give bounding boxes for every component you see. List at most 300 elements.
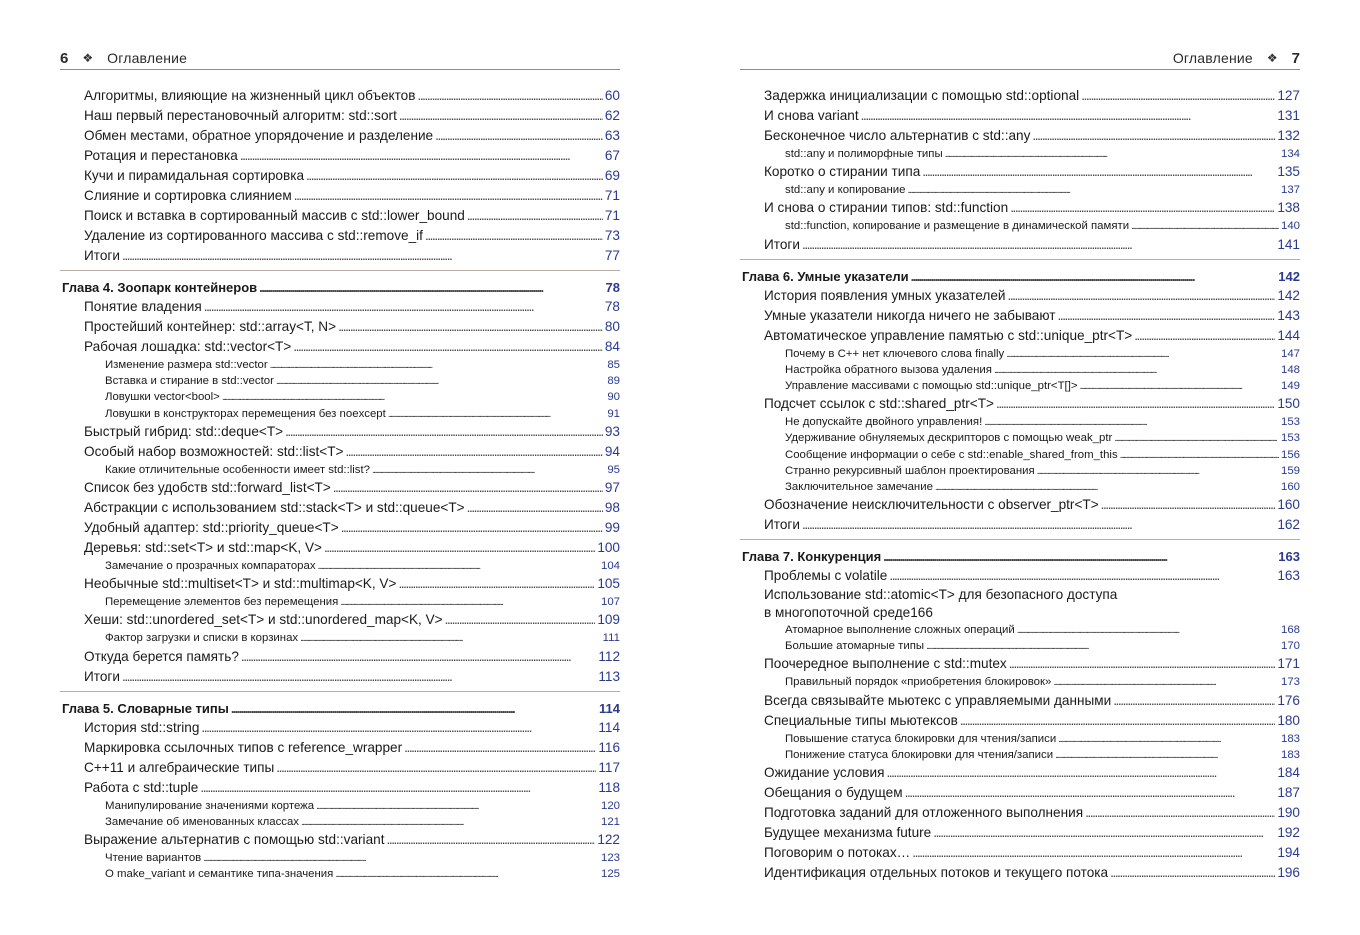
dot-leader — [922, 162, 1275, 182]
left-page-number: 6 — [60, 49, 69, 67]
dot-leader — [301, 814, 599, 831]
toc-entry-title: Поговорим о потоках… — [764, 845, 911, 860]
toc-section[interactable] — [60, 738, 620, 758]
toc-subsection[interactable] — [60, 389, 620, 405]
dot-leader — [122, 246, 603, 266]
toc-entry-title: Абстракции с использованием std::stack<T> и std::queue<T> — [84, 499, 465, 515]
dot-leader — [883, 547, 1276, 567]
dot-leader — [404, 738, 596, 758]
dot-leader — [338, 317, 603, 337]
toc-page-number: 71 — [604, 188, 620, 203]
ornament-icon: ❖ — [82, 51, 94, 65]
toc-section[interactable] — [740, 495, 1300, 515]
toc-section[interactable] — [740, 654, 1300, 674]
toc-entry-title: Поочередное выполнение с std::mutex — [764, 656, 1007, 672]
dot-leader — [399, 106, 603, 126]
toc-page-number: 60 — [604, 88, 620, 103]
toc-subsection[interactable] — [60, 798, 620, 814]
toc-subsection[interactable] — [60, 594, 620, 610]
dot-leader — [1053, 674, 1279, 691]
ornament-icon: ❖ — [1266, 51, 1278, 65]
dot-leader — [1131, 218, 1279, 235]
toc-page-number: 140 — [1280, 220, 1300, 233]
toc-chapter[interactable] — [740, 539, 1300, 566]
toc-section[interactable] — [60, 146, 620, 166]
toc-entry-title: Правильный порядок «приобретения блокировок» — [785, 676, 1052, 689]
toc-page-number: 95 — [607, 463, 620, 476]
toc-page-number: 84 — [604, 339, 620, 354]
toc-section[interactable] — [60, 498, 620, 518]
toc-entry-title: Подготовка заданий для отложенного выполнения — [764, 805, 1084, 820]
dot-leader — [911, 267, 1277, 287]
toc-entry-title: Фактор загрузки и списки в корзинах — [105, 632, 299, 645]
right-toc — [740, 86, 1300, 883]
right-page — [740, 0, 1300, 935]
dot-leader — [324, 538, 595, 558]
toc-page-number: 98 — [604, 499, 620, 515]
toc-entry-title: Кучи и пирамидальная сортировка — [84, 168, 305, 183]
toc-section[interactable] — [60, 317, 620, 337]
toc-page-number: 134 — [1280, 148, 1300, 160]
dot-leader — [201, 718, 596, 738]
dot-leader — [1037, 463, 1279, 480]
dot-leader — [398, 574, 595, 594]
toc-entry-title: Работа с std::tuple — [84, 779, 199, 795]
toc-subsection[interactable] — [60, 357, 620, 373]
toc-entry-title: Бесконечное число альтернатив с std::any — [764, 128, 1031, 143]
toc-page-number: 192 — [1277, 825, 1300, 840]
toc-section[interactable] — [60, 647, 620, 667]
dot-leader — [926, 638, 1279, 655]
toc-section[interactable] — [60, 518, 620, 538]
toc-subsection[interactable] — [60, 630, 620, 646]
toc-entry-title: Проблемы с volatile — [764, 568, 888, 584]
toc-section[interactable] — [60, 166, 620, 186]
toc-entry-title: Рабочая лошадка: std::vector<T> — [84, 339, 292, 354]
toc-entry-title: Почему в C++ нет ключевого слова finally — [785, 347, 1005, 360]
dot-leader — [1017, 622, 1279, 639]
dot-leader — [122, 667, 596, 687]
toc-entry-title: Замечание об именованных классах — [105, 815, 300, 828]
dot-leader — [435, 126, 603, 146]
toc-page-number: 116 — [598, 739, 620, 755]
toc-page-number: 78 — [605, 280, 620, 295]
toc-page-number: 153 — [1280, 416, 1300, 429]
toc-entry-title: Коротко о стирании типа — [764, 164, 921, 180]
toc-subsection[interactable] — [740, 182, 1300, 198]
toc-entry-title: Идентификация отдельных потоков и текущего потока — [764, 865, 1109, 880]
toc-entry-title: Быстрый гибрид: std::deque<T> — [84, 423, 284, 439]
toc-page-number: 160 — [1280, 480, 1300, 493]
toc-entry-title: в многопоточной среде — [764, 605, 911, 621]
header-rule — [60, 69, 620, 70]
toc-section[interactable] — [60, 86, 620, 106]
toc-entry-title: Удобный адаптер: std::priority_queue<T> — [84, 519, 339, 535]
toc-entry-title: О make_variant и семантике типа-значения — [105, 868, 334, 881]
toc-entry-title: C++11 и алгебраические типы — [84, 759, 275, 775]
toc-section[interactable] — [60, 574, 620, 594]
toc-entry-title: Заключительное замечание — [785, 480, 933, 493]
toc-entry-title: Автоматическое управление памятью с std::unique_ptr<T> — [764, 327, 1133, 343]
dot-leader — [984, 414, 1279, 431]
dot-leader — [1007, 286, 1275, 306]
toc-subsection[interactable] — [740, 463, 1300, 479]
toc-entry-title: std::any и полиморфные типы — [785, 148, 943, 160]
dot-leader — [1114, 430, 1279, 447]
toc-entry-title: Слияние и сортировка слиянием — [84, 188, 292, 203]
toc-section[interactable] — [740, 566, 1300, 586]
toc-section[interactable] — [60, 667, 620, 687]
toc-entry-title: Ожидание условия — [764, 765, 885, 780]
toc-entry-title: Особый набор возможностей: std::list<T> — [84, 443, 344, 459]
toc-section[interactable] — [740, 162, 1300, 182]
toc-entry-title: Маркировка ссылочных типов с reference_wrapper — [84, 739, 403, 755]
toc-subsection[interactable] — [740, 731, 1300, 747]
toc-section[interactable] — [60, 778, 620, 798]
toc-section[interactable] — [740, 515, 1300, 535]
dot-leader — [933, 823, 1275, 843]
dot-leader — [996, 394, 1275, 414]
toc-page-number: 107 — [600, 596, 620, 609]
dot-leader — [335, 866, 599, 883]
dot-leader — [1055, 747, 1279, 764]
toc-page-number: 148 — [1280, 363, 1300, 376]
toc-page-number: 176 — [1277, 692, 1300, 708]
toc-section[interactable] — [60, 422, 620, 442]
dot-leader — [345, 442, 602, 462]
toc-entry-title: Обозначение неисключительности с observer_ptr<T> — [764, 497, 1099, 513]
toc-entry-title: Задержка инициализации с помощью std::optional — [764, 88, 1080, 103]
toc-section[interactable] — [60, 226, 620, 246]
toc-section[interactable] — [740, 286, 1300, 306]
toc-section[interactable] — [60, 610, 620, 630]
toc-entry-title: Хеши: std::unordered_set<T> и std::unordered_map<K, V> — [84, 612, 443, 628]
toc-page-number: 138 — [1277, 200, 1300, 216]
toc-page-number: 156 — [1280, 448, 1300, 461]
right-page-number: 7 — [1291, 49, 1300, 67]
dot-leader — [905, 783, 1276, 803]
dot-leader — [259, 278, 603, 298]
dot-leader — [386, 830, 595, 850]
toc-entry-title: Простейший контейнер: std::array<T, N> — [84, 319, 337, 334]
toc-entry-title: Большие атомарные типы — [785, 640, 925, 653]
toc-page-number: 131 — [1277, 108, 1300, 123]
toc-subsection[interactable] — [60, 814, 620, 830]
dot-leader — [907, 182, 1279, 199]
toc-subsection[interactable] — [740, 414, 1300, 430]
toc-subsection[interactable] — [60, 406, 620, 422]
toc-page-number: 118 — [598, 779, 620, 795]
dot-leader — [340, 594, 599, 611]
dot-leader — [935, 479, 1279, 496]
toc-entry-title: Глава 7. Конкуренция — [742, 549, 882, 565]
toc-page-number: 85 — [607, 359, 620, 371]
dot-leader — [417, 86, 602, 106]
toc-page-number: 127 — [1277, 88, 1300, 103]
dot-leader — [467, 206, 603, 226]
toc-page-number: 143 — [1277, 307, 1300, 323]
dot-leader — [388, 406, 606, 423]
toc-section-title-line1: Использование std::atomic<T> для безопасного доступа — [764, 587, 1118, 603]
dot-leader — [203, 850, 599, 867]
toc-subsection[interactable] — [740, 362, 1300, 378]
toc-page-number: 135 — [1277, 164, 1300, 180]
toc-page-number: 190 — [1277, 805, 1300, 820]
toc-section[interactable] — [740, 763, 1300, 783]
toc-section[interactable] — [740, 198, 1300, 218]
toc-section[interactable] — [60, 337, 620, 357]
toc-subsection[interactable] — [740, 638, 1300, 654]
right-page-header — [740, 47, 1300, 69]
dot-leader — [240, 146, 603, 166]
toc-entry-title: Управление массивами с помощью std::unique_ptr<T[]> — [785, 379, 1078, 392]
toc-page-number: 166 — [910, 605, 933, 621]
toc-page-number: 99 — [604, 519, 620, 535]
toc-page-number: 77 — [604, 248, 620, 263]
dot-leader — [1134, 326, 1275, 346]
toc-section[interactable] — [60, 758, 620, 778]
dot-leader — [1081, 86, 1275, 106]
toc-page-number: 111 — [602, 632, 620, 645]
toc-subsection[interactable] — [740, 346, 1300, 362]
toc-subsection[interactable] — [60, 558, 620, 574]
toc-page-number: 94 — [604, 443, 620, 459]
dot-leader — [889, 566, 1275, 586]
toc-entry-title: Понятие владения — [84, 299, 202, 314]
toc-page-number: 132 — [1277, 128, 1300, 143]
toc-subsection[interactable] — [740, 430, 1300, 446]
toc-page-number: 67 — [604, 148, 620, 163]
toc-entry-title: Необычные std::multiset<T> и std::multimap<K, V> — [84, 576, 397, 592]
toc-entry-title: Наш первый перестановочный алгоритм: std::sort — [84, 108, 397, 123]
toc-entry-title: Удаление из сортированного массива с std::remove_if — [84, 228, 423, 243]
dot-leader — [1113, 691, 1275, 711]
toc-page-number: 194 — [1277, 845, 1300, 860]
toc-page-number: 100 — [597, 539, 620, 555]
toc-entry-title: Изменение размера std::vector — [105, 359, 268, 371]
toc-section[interactable] — [740, 783, 1300, 803]
toc-page-number: 89 — [607, 375, 620, 388]
dot-leader — [293, 337, 603, 357]
toc-page-number: 163 — [1278, 549, 1300, 565]
toc-section[interactable] — [60, 246, 620, 266]
toc-section[interactable] — [740, 326, 1300, 346]
toc-entry-title: Чтение вариантов — [105, 851, 202, 864]
toc-subsection[interactable] — [740, 747, 1300, 763]
dot-leader — [861, 106, 1276, 126]
toc-page-number: 144 — [1277, 327, 1300, 343]
toc-entry-title: Умные указатели никогда ничего не забывают — [764, 307, 1056, 323]
toc-subsection[interactable] — [60, 866, 620, 882]
dot-leader — [204, 297, 603, 317]
toc-page-number: 112 — [598, 648, 620, 664]
toc-entry-title: Не допускайте двойного управления! — [785, 416, 983, 429]
toc-section[interactable] — [60, 126, 620, 146]
toc-section[interactable] — [740, 803, 1300, 823]
toc-section[interactable] — [740, 394, 1300, 414]
dot-leader — [1057, 306, 1275, 326]
toc-chapter[interactable] — [740, 259, 1300, 286]
toc-section[interactable] — [740, 86, 1300, 106]
toc-page-number: 71 — [604, 208, 620, 223]
toc-entry-title: Перемещение элементов без перемещения — [105, 596, 339, 609]
toc-section[interactable] — [60, 106, 620, 126]
toc-subsection[interactable] — [740, 479, 1300, 495]
dot-leader — [1110, 863, 1275, 883]
dot-leader — [306, 166, 603, 186]
toc-entry-title: История std::string — [84, 719, 200, 735]
dot-leader — [445, 610, 596, 630]
toc-page-number: 196 — [1277, 865, 1300, 880]
dot-leader — [945, 146, 1279, 163]
dot-leader — [270, 357, 606, 374]
toc-page-number: 142 — [1278, 268, 1300, 284]
dot-leader — [1010, 198, 1275, 218]
toc-page-number: 163 — [1277, 568, 1300, 584]
dot-leader — [802, 515, 1275, 535]
toc-page-number: 91 — [607, 407, 620, 420]
toc-entry-title: И снова variant — [764, 108, 859, 123]
left-toc — [60, 86, 620, 882]
toc-page-number: 113 — [598, 668, 620, 684]
toc-entry-title: Ротация и перестановка — [84, 148, 238, 163]
toc-section[interactable] — [60, 718, 620, 738]
dot-leader — [294, 186, 603, 206]
dot-leader — [1058, 731, 1279, 748]
toc-entry-title: Глава 4. Зоопарк контейнеров — [62, 280, 258, 295]
toc-page-number: 150 — [1277, 396, 1300, 412]
toc-section[interactable] — [60, 478, 620, 498]
dot-leader — [241, 647, 596, 667]
toc-page-number: 147 — [1280, 347, 1300, 360]
toc-entry-title: Ловушки в конструкторах перемещения без noexcept — [105, 407, 386, 420]
dot-leader — [912, 843, 1275, 863]
toc-entry-title: Атомарное выполнение сложных операций — [785, 624, 1015, 637]
toc-section[interactable] — [60, 442, 620, 462]
toc-entry-title: Сообщение информации о себе с std::enable_shared_from_this — [785, 448, 1118, 461]
toc-entry-title: Поиск и вставка в сортированный массив с std::lower_bound — [84, 208, 465, 223]
toc-section[interactable] — [740, 691, 1300, 711]
dot-leader — [333, 478, 603, 498]
toc-section[interactable] — [740, 863, 1300, 883]
toc-entry-title: И снова о стирании типов: std::function — [764, 200, 1009, 216]
toc-subsection[interactable] — [60, 373, 620, 389]
toc-section[interactable] — [740, 235, 1300, 255]
toc-page-number: 184 — [1277, 765, 1300, 780]
toc-entry-title: Обещания о будущем — [764, 785, 903, 800]
toc-page-number: 78 — [604, 299, 620, 314]
toc-chapter[interactable] — [60, 691, 620, 718]
toc-entry-title: Ловушки vector<bool> — [105, 391, 220, 404]
toc-page-number: 125 — [600, 868, 620, 881]
toc-subsection[interactable] — [740, 146, 1300, 162]
toc-page-number: 170 — [1280, 640, 1300, 653]
toc-page-number: 168 — [1280, 624, 1300, 637]
dot-leader — [886, 763, 1275, 783]
dot-leader — [316, 798, 599, 815]
left-page-header — [60, 47, 620, 69]
toc-page-number: 183 — [1280, 732, 1300, 745]
toc-section[interactable] — [740, 126, 1300, 146]
dot-leader — [994, 362, 1279, 379]
toc-subsection[interactable] — [60, 462, 620, 478]
toc-page-number: 63 — [604, 128, 620, 143]
toc-page-number: 80 — [604, 319, 620, 334]
toc-page-number: 141 — [1277, 236, 1300, 252]
toc-section[interactable] — [740, 306, 1300, 326]
toc-entry-title: Подсчет ссылок с std::shared_ptr<T> — [764, 396, 994, 412]
toc-subsection[interactable] — [740, 622, 1300, 638]
toc-entry-title: Алгоритмы, влияющие на жизненный цикл объектов — [84, 88, 416, 103]
toc-section[interactable] — [60, 297, 620, 317]
toc-entry-title: Удерживание обнуляемых дескрипторов с помощью weak_ptr — [785, 432, 1113, 445]
toc-section[interactable] — [60, 538, 620, 558]
toc-entry-title: Настройка обратного вызова удаления — [785, 363, 992, 376]
toc-entry-title: std::function, копирование и размещение в динамической памяти — [785, 220, 1130, 233]
dot-leader — [1006, 346, 1279, 363]
toc-page-number: 121 — [600, 815, 620, 828]
dot-leader — [1101, 495, 1276, 515]
toc-entry-title: Итоги — [84, 668, 120, 684]
toc-section[interactable] — [740, 586, 1300, 622]
toc-section[interactable] — [60, 186, 620, 206]
toc-entry-title: Глава 6. Умные указатели — [742, 268, 909, 284]
toc-subsection[interactable] — [740, 674, 1300, 690]
toc-page-number: 104 — [600, 559, 620, 572]
toc-chapter[interactable] — [60, 270, 620, 297]
dot-leader — [372, 462, 605, 479]
toc-entry-title: Глава 5. Словарные типы — [62, 700, 229, 716]
toc-section[interactable] — [60, 206, 620, 226]
toc-section[interactable] — [60, 830, 620, 850]
toc-page-number: 97 — [604, 479, 620, 495]
toc-entry-title: Обмен местами, обратное упорядочение и разделение — [84, 128, 434, 143]
toc-subsection[interactable] — [740, 447, 1300, 463]
left-page — [60, 0, 620, 935]
toc-entry-title: Итоги — [84, 248, 120, 263]
dot-leader — [960, 711, 1275, 731]
toc-section[interactable] — [740, 823, 1300, 843]
toc-entry-title: Какие отличительные особенности имеет std::list? — [105, 463, 371, 476]
dot-leader — [200, 778, 596, 798]
toc-section[interactable] — [740, 843, 1300, 863]
toc-section[interactable] — [740, 106, 1300, 126]
dot-leader — [802, 235, 1275, 255]
toc-section-title-line2 — [764, 604, 1300, 622]
toc-page-number: 69 — [604, 168, 620, 183]
toc-entry-title: Понижение статуса блокировки для чтения/записи — [785, 748, 1054, 761]
dot-leader — [341, 518, 603, 538]
dot-leader — [1009, 654, 1276, 674]
toc-subsection[interactable] — [740, 378, 1300, 394]
toc-page-number: 73 — [604, 228, 620, 243]
dot-leader — [1032, 126, 1275, 146]
right-running-title: Оглавление — [1172, 50, 1253, 66]
toc-entry-title: Деревья: std::set<T> и std::map<K, V> — [84, 539, 322, 555]
toc-subsection[interactable] — [740, 218, 1300, 234]
toc-page-number: 114 — [599, 700, 620, 716]
toc-entry-title: История появления умных указателей — [764, 287, 1006, 303]
toc-subsection[interactable] — [60, 850, 620, 866]
dot-leader — [1080, 378, 1279, 395]
toc-entry-title: Итоги — [764, 517, 800, 533]
toc-section[interactable] — [740, 711, 1300, 731]
dot-leader — [300, 630, 601, 647]
dot-leader — [1085, 803, 1275, 823]
toc-entry-title: Выражение альтернатив с помощью std::variant — [84, 831, 385, 847]
toc-page-number: 160 — [1277, 497, 1300, 513]
toc-page-number: 142 — [1277, 287, 1300, 303]
